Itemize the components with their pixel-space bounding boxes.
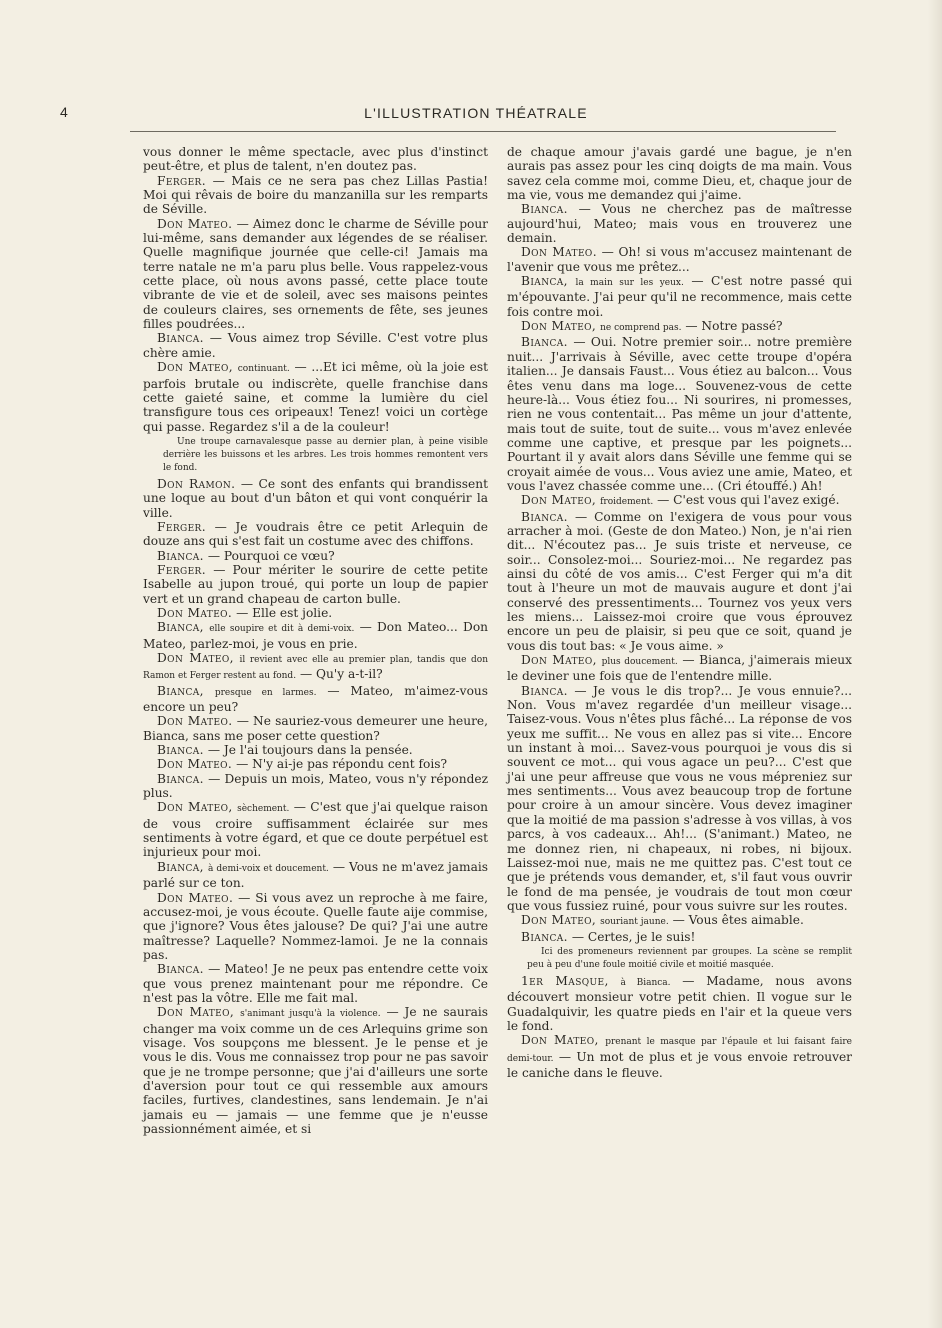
speech-paragraph [143, 331, 488, 360]
speech-text: — Vous êtes aimable. [672, 913, 804, 928]
speech-text: — Je ne saurais changer ma voix comme un de ces Arlequins grime son visage. Vos soupçons me blessent. Je le pense et je vous le dis. Vous me connaissez trop pour ne pas savoir que je ne trompe personne; que j'ai d'ailleurs une sorte d'aversion pour tout ce qui ressemble aux amours faciles, furtives, clandestines, sans lendemain. Je n'ai jamais eu — jamais — une femme que je n'eusse passionnément aimée, et si [143, 1005, 489, 1136]
speech-text: — C'est notre passé qui m'épouvante. J'ai peur qu'il ne recommence, mais cette fois contre moi. [507, 274, 853, 319]
speaker-name: Bianca. [157, 771, 204, 786]
speech-text: — Vous ne cherchez pas de maîtresse aujourd'hui, Mateo; mais vous en trouverez une demain. [507, 202, 853, 246]
stage-direction: Ici des promeneurs reviennent par groupes. La scène se remplit peu à peu d'une foule moitié civile et moitié masquée. [527, 946, 852, 970]
speech-paragraph [507, 913, 852, 929]
speech-text: — Elle est jolie. [236, 605, 333, 620]
speaker-name: Bianca. [157, 962, 204, 977]
stage-note: prenant le masque par l'épaule et lui faisant faire demi-tour. [507, 1037, 852, 1064]
speech-paragraph [143, 174, 488, 217]
speech-text: — Pour mériter le sourire de cette petite Isabelle au jupon troué, qui porte un loup de papier vert et un grand chapeau de carton bulle. [143, 562, 488, 606]
speech-paragraph [143, 477, 488, 520]
speech-paragraph [143, 684, 488, 715]
speech-paragraph [507, 653, 852, 684]
speech-text: — Mateo, m'aimez-vous encore un peu? [143, 683, 489, 715]
stage-note: ne comprend pas. [600, 323, 682, 334]
speech-text: — Don Mateo... Don Mateo, parlez-moi, je vous en prie. [143, 620, 489, 651]
speaker-name: Bianca. [157, 743, 204, 758]
stage-note: la main sur les yeux. [575, 278, 684, 289]
stage-note: s'animant jusqu'à la violence. [240, 1009, 381, 1020]
continued-text: de chaque amour j'avais gardé une bague, je n'en aurais pas assez pour les cinq doigts de ma main. Vous savez cela comme moi, comme Dieu, et, chaque jour de ma vie, vous me demandez qui j'aime. [507, 145, 852, 203]
speech-paragraph [507, 335, 852, 493]
speech-paragraph [143, 360, 488, 434]
speech-paragraph [143, 563, 488, 606]
speech-text: — Bianca, j'aimerais mieux le deviner une fois que de l'entendre mille. [507, 653, 853, 684]
speech-paragraph [143, 1005, 488, 1136]
speech-text: — Madame, nous avons découvert monsieur votre petit chien. Il vogue sur le Guadalquivir, les quatre pieds en l'air et la queue vers le fond. [507, 973, 853, 1033]
stage-note: souriant jaune. [600, 917, 669, 928]
speaker-name: Don Mateo, [157, 1005, 235, 1020]
speech-text: — Je l'ai toujours dans la pensée. [207, 743, 413, 758]
stage-note: à Bianca. [620, 977, 671, 988]
speech-paragraph [507, 245, 852, 274]
speech-paragraph [507, 319, 852, 335]
speech-text: — N'y ai-je pas répondu cent fois? [236, 757, 448, 772]
speaker-name: Don Mateo, [521, 1033, 599, 1048]
speaker-name: Bianca. [157, 331, 204, 346]
speech-paragraph [143, 520, 488, 549]
header-rule [130, 131, 836, 132]
speech-paragraph [143, 743, 488, 757]
right-column [507, 145, 852, 1080]
speech-paragraph [507, 202, 852, 245]
speaker-name: Bianca. [521, 335, 568, 350]
stage-note: continuant. [237, 364, 290, 375]
speaker-name: Don Mateo, [157, 800, 233, 815]
speech-paragraph [143, 800, 488, 859]
speech-paragraph [143, 860, 488, 891]
speech-text: — Oh! si vous m'accusez maintenant de l'avenir que vous me prêtez... [507, 245, 852, 274]
speech-text: — Je voudrais être ce petit Arlequin de douze ans qui s'est fait un costume avec des chiffons. [143, 519, 488, 549]
speaker-name: Ferger. [157, 173, 207, 188]
speech-paragraph [143, 651, 488, 684]
speaker-name: Don Mateo. [521, 245, 597, 260]
continued-text: vous donner le même spectacle, avec plus d'instinct peut-être, et plus de talent, n'en doutez pas. [143, 145, 488, 174]
speech-text: — Notre passé? [685, 319, 783, 334]
speaker-name: Don Mateo, [521, 913, 597, 928]
left-column [143, 145, 488, 1136]
speech-text: — Un mot de plus et je vous envoie retrouver le caniche dans le fleuve. [507, 1049, 853, 1080]
speech-paragraph [143, 217, 488, 332]
page-edge-shadow [928, 0, 942, 1328]
speaker-name: Bianca. [521, 929, 568, 944]
speech-paragraph [507, 1033, 852, 1080]
speech-text: — Aimez donc le charme de Séville pour lui-même, sans demander aux légendes de se réaliser. Quelle magnifique journée que celle-ci! Jamais ma terre natale ne m'a paru plus belle. Vous rappelez-vous cette place, où nous avons passé, cette place toute vibrante de vie et de soleil, avec ses maisons peintes de couleurs claires, ses ornements de fête, ses jeunes filles poudrées... [143, 216, 489, 332]
stage-direction: Une troupe carnavalesque passe au dernier plan, à peine visible derrière les buissons et les arbres. Les trois hommes remontent vers le fond. [163, 436, 488, 473]
speaker-name: Don Mateo. [157, 890, 234, 905]
speech-paragraph [143, 606, 488, 620]
speaker-name: Don Ramon. [157, 476, 236, 491]
speech-paragraph [507, 274, 852, 319]
speaker-name: Don Mateo. [157, 216, 233, 231]
speech-text: — Je vous le dis trop?... Je vous ennuie?... Non. Vous m'avez regardée d'un meilleur visage... Taisez-vous. Vous n'êtes plus fâché... La réponse de vos yeux me suffit... Ne vous en allez pas si vite... Encore un instant à moi... Savez-vous pourquoi je vous dis si souvent ce mot... qui vous agace un peu?... C'est que j'ai une peur affreuse que vous ne vous mépreniez sur mes sentiments... Vous avez beaucoup trop de fortune pour croire à un amour sincère. Vous devez imaginer que la moitié de ma passion s'adresse à vos villas, à vos parcs, à vos cadeaux... Ah!... (S'animant.) Mateo, ne me donnez rien, ni chapeaux, ni robes, ni bijoux. Laissez-moi nue, mais ne me quittez pas. C'est tout ce que je prétends vous demander, et, s'il faut vous ouvrir le fond de ma pensée, je voudrais de tout mon cœur que vous fussiez ruiné, pour vous suivre sur les routes. [507, 683, 853, 913]
speech-paragraph [507, 974, 852, 1033]
speaker-name: 1er Masque, [521, 973, 609, 988]
speech-text: — Comme on l'exigera de vous pour vous arracher à moi. (Geste de don Mateo.) Non, je n'ai rien dit... N'écoutez pas... Je suis triste et nerveuse, ce soir... Consolez-moi... Souriez-moi... Ne regardez pas ainsi du côté de vos amis... C'est Ferger qui m'a dit tout à l'heure un mot de mauvais augure et dont j'ai conservé des pressentiments... Tournez vos yeux vers les miens... Laissez-moi croire que vous éprouvez encore un peu de plaisir, si peu que ce soit, quand je vous dis tout bas: « Je vous aime. » [507, 509, 852, 653]
stage-note: elle soupire et dit à demi-voix. [209, 624, 355, 635]
speech-paragraph [143, 549, 488, 563]
stage-note: froidement. [600, 497, 654, 508]
speaker-name: Bianca. [521, 202, 568, 217]
speaker-name: Don Mateo, [521, 653, 597, 668]
running-title: L'ILLUSTRATION THÉATRALE [364, 105, 588, 121]
stage-note: il revient avec elle au premier plan, tandis que don Ramon et Ferger restent au fond. [143, 655, 489, 682]
speech-paragraph [143, 891, 488, 963]
speech-paragraph [143, 772, 488, 801]
speaker-name: Bianca. [521, 683, 568, 698]
speech-text: — Mais ce ne sera pas chez Lillas Pastia! Moi qui rêvais de boire du manzanilla sur les remparts de Séville. [143, 173, 488, 217]
speaker-name: Don Mateo, [157, 651, 234, 665]
stage-note: à demi-voix et doucement. [207, 863, 329, 874]
speech-text: — Ce sont des enfants qui brandissent une loque au bout d'un bâton et qui vont conquérir la ville. [143, 476, 489, 520]
speaker-name: Bianca, [157, 859, 204, 874]
speaker-name: Ferger. [157, 519, 207, 534]
speaker-name: Bianca, [521, 274, 568, 289]
speaker-name: Ferger. [157, 562, 207, 577]
speaker-name: Don Mateo, [521, 493, 597, 508]
speech-text: — Depuis un mois, Mateo, vous n'y répondez plus. [143, 771, 489, 801]
stage-note: presque en larmes. [214, 687, 317, 698]
speech-text: — Qu'y a-t-il? [299, 667, 383, 682]
speaker-name: Bianca. [521, 509, 568, 524]
speaker-name: Bianca. [157, 548, 204, 563]
stage-note: sèchement. [237, 804, 290, 815]
speaker-name: Don Mateo. [157, 605, 233, 620]
speaker-name: Bianca, [157, 620, 204, 635]
speech-paragraph [143, 962, 488, 1005]
stage-note: plus doucement. [601, 657, 678, 668]
speech-paragraph [507, 684, 852, 914]
speech-text: — Oui. Notre premier soir... notre première nuit... J'arrivais à Séville, avec cette troupe d'opéra italien... Je dansais Faust... Vous étiez au balcon... Vous êtes venu dans ma loge... Souvenez-vous de cette heure-là... Vous étiez fou... Ni sourires, ni promesses, rien ne vous contentait... Pas même un jour d'attente, mais tout de suite, tout de suite... vous m'avez enlevée comme une captive, et presque par les poignets... Pourtant il y avait alors dans Séville une femme qui se croyait aimée de vous... Vous aviez une amie, Mateo, et vous l'avez chassée comme une... (Cri étouffé.) Ah! [507, 335, 852, 493]
speech-text: — C'est que j'ai quelque raison de vous croire suffisamment éclairée sur mes sentiments à votre égard, et que ce doute perpétuel est injurieux pour moi. [143, 800, 489, 860]
speaker-name: Bianca, [157, 683, 204, 698]
speech-paragraph [143, 714, 488, 743]
speech-paragraph [507, 510, 852, 653]
speech-text: — Si vous avez un reproche à me faire, accusez-moi, je vous écoute. Quelle faute aije commise, que j'ignore? Vous êtes jalouse? De qui? J'ai une autre maîtresse? Laquelle? Nommez-lamoi. Je ne la connais pas. [143, 890, 488, 962]
speech-text: — Ne sauriez-vous demeurer une heure, Bianca, sans me poser cette question? [143, 714, 488, 743]
speech-text: — ...Et ici même, où la joie est parfois brutale ou indiscrète, quelle franchise dans cette gaieté saine, et comme la lumière du ciel transfigure tous ces oripeaux! Tenez! voici un cortège qui passe. Regardez s'il a de la couleur! [143, 360, 489, 434]
speech-text: — C'est vous qui l'avez exigé. [657, 493, 840, 508]
speech-text: — Mateo! Je ne peux pas entendre cette voix que vous prenez maintenant pour me répondre. Ce n'est pas la vôtre. Elle me fait mal. [143, 962, 489, 1005]
speaker-name: Don Mateo, [521, 319, 597, 334]
speech-text: — Vous ne m'avez jamais parlé sur ce ton. [143, 859, 488, 891]
speech-paragraph [507, 493, 852, 509]
page-header [60, 100, 892, 124]
speaker-name: Don Mateo. [157, 714, 233, 729]
speech-paragraph [143, 620, 488, 651]
page-number: 4 [60, 104, 68, 120]
speech-text: — Vous aimez trop Séville. C'est votre plus chère amie. [143, 331, 489, 360]
speech-paragraph [143, 757, 488, 771]
speech-paragraph [507, 930, 852, 944]
speech-text: — Pourquoi ce vœu? [207, 548, 335, 563]
speech-text: — Certes, je le suis! [571, 929, 696, 944]
speaker-name: Don Mateo, [157, 360, 234, 375]
speaker-name: Don Mateo. [157, 757, 233, 772]
